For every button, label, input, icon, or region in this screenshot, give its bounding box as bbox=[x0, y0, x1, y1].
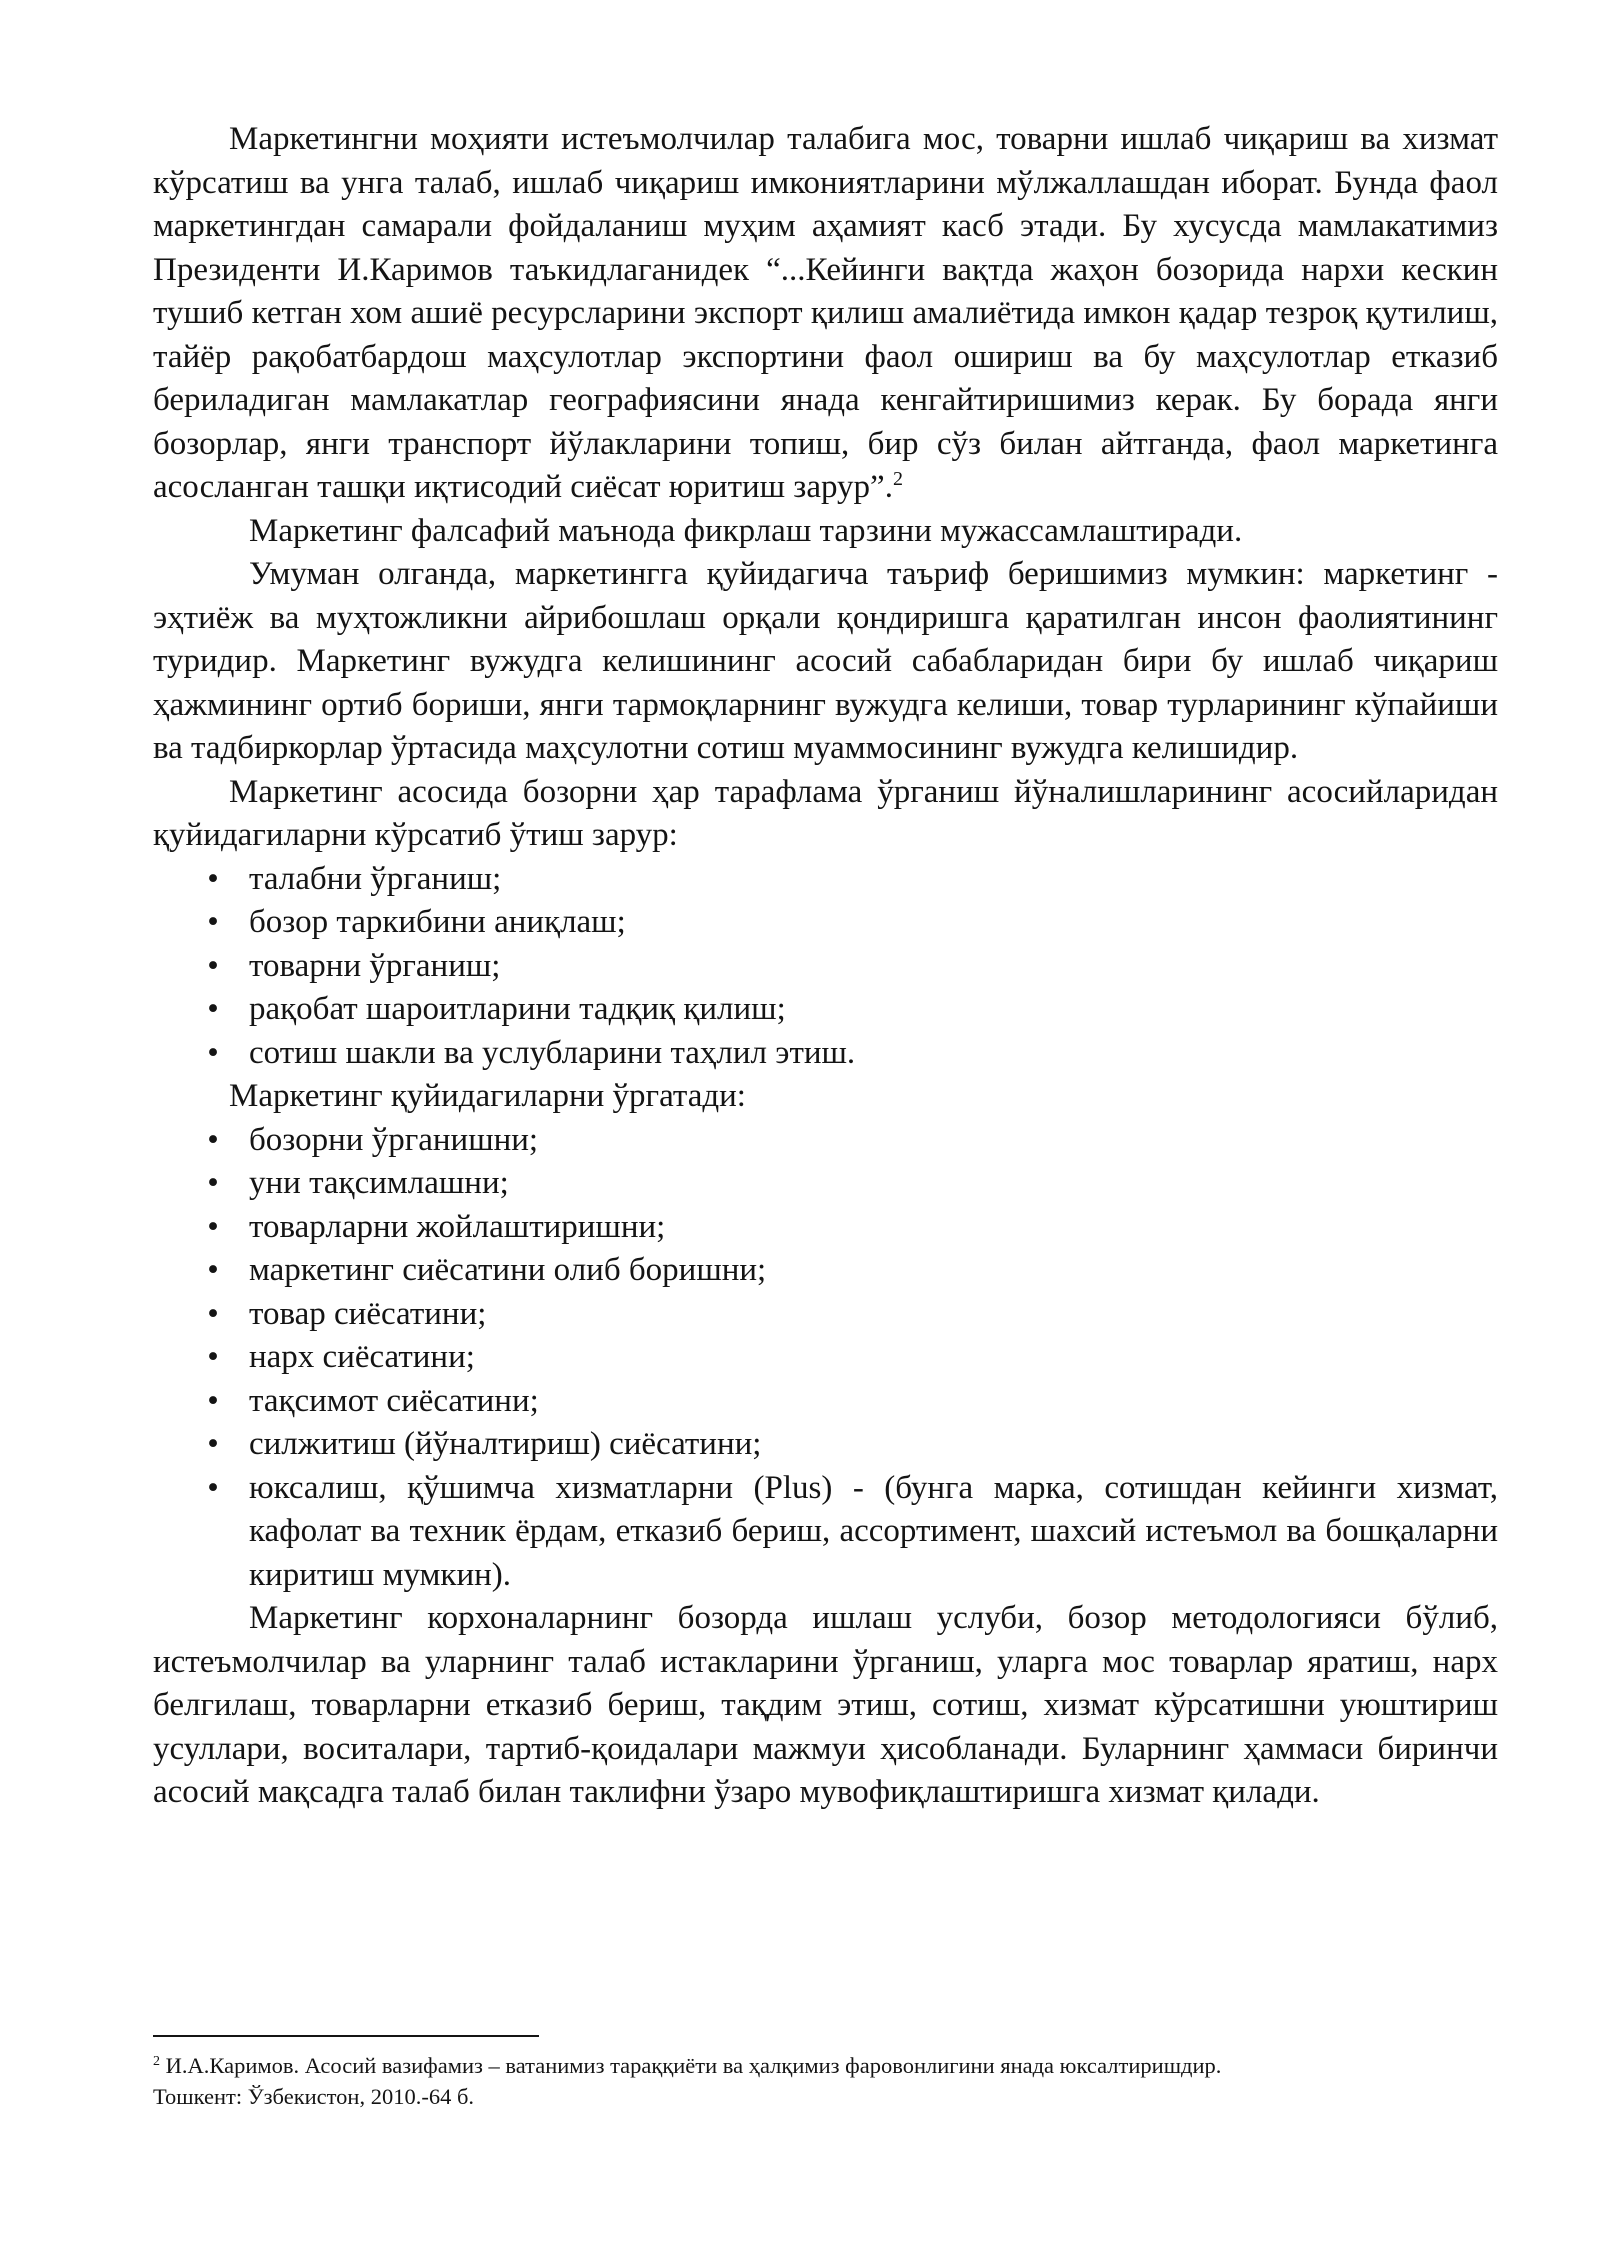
bullet-icon: • bbox=[207, 904, 219, 940]
list-item: • маркетинг сиёсатини олиб боришни; bbox=[153, 1249, 1498, 1293]
paragraph-4: Маркетинг асосида бозорни ҳар тарафлама ўрганиш йўналишларининг асосийларидан қуйидагиларни кўрсатиб ўтиш зарур: bbox=[153, 773, 1498, 853]
bullet-icon: • bbox=[207, 1252, 219, 1288]
bullet-icon: • bbox=[207, 860, 219, 897]
paragraph-6: Маркетинг корхоналарнинг бозорда ишлаш услуби, бозор методологияси бўлиб, истеъмолчилар ва уларнинг талаб истакларини ўрганиш, уларга мос товарлар яратиш, нарх белгилаш, товарларни етказиб бериш, тақдим этиш, сотиш, хизмат кўрсатишни уюштириш усуллари, воситалари, тартиб-қоидалари мажмуи ҳисобланади. Буларнинг ҳаммаси биринчи асосий мақсадга талаб билан таклифни ўзаро мувофиқлаштиришга хизмат қилади. bbox=[153, 1600, 1498, 1810]
list-item: • тақсимот сиёсатини; bbox=[153, 1380, 1498, 1424]
bullet-icon: • bbox=[207, 1295, 219, 1332]
list-item: • юксалиш, қўшимча хизматларни (Plus) - (бунга марка, сотишдан кейинги хизмат, кафолат ва техник ёрдам, етказиб бериш, ассортимент, шахсий истеъмол ва бошқаларни киритиш мумкин). bbox=[153, 1467, 1498, 1598]
paragraph-1 bbox=[153, 118, 1498, 510]
footnote-line-2: Тошкент: Ўзбекистон, 2010.-64 б. bbox=[153, 2084, 475, 2109]
footnote-number: 2 bbox=[153, 2054, 160, 2069]
paragraph-3: Умуман олганда, маркетингга қуйидагича таъриф беришимиз мумкин: маркетинг - эҳтиёж ва муҳтожликни айрибошлаш орқали қондиришга қаратилган инсон фаолиятининг туридир. Маркетинг вужудга келишининг асосий сабабларидан бири бу ишлаб чиқариш ҳажмининг ортиб бориши, янги тармоқларнинг вужудга келиши, товар турларининг кўпайиши ва тадбиркорлар ўртасида маҳсулотни сотиш муаммосининг вужудга келишидир. bbox=[153, 556, 1498, 766]
bullet-icon: • bbox=[207, 1469, 219, 1506]
bullet-icon: • bbox=[207, 1165, 219, 1201]
bullet-icon: • bbox=[207, 1121, 219, 1158]
list-item: • уни тақсимлашни; bbox=[153, 1162, 1498, 1206]
paragraph-5: Маркетинг қуйидагиларни ўргатади: bbox=[229, 1078, 746, 1114]
footnote-line-1 bbox=[153, 2050, 1498, 2081]
bullet-icon: • bbox=[207, 1339, 219, 1375]
bullet-icon: • bbox=[207, 1034, 219, 1071]
footnote bbox=[153, 2050, 1498, 2112]
bullet-icon: • bbox=[207, 947, 219, 984]
bullet-list-1 bbox=[153, 858, 1498, 1076]
list-item: • силжитиш (йўналтириш) сиёсатини; bbox=[153, 1423, 1498, 1467]
list-item: • бозор таркибини аниқлаш; bbox=[153, 901, 1498, 945]
list-item: • товар сиёсатини; bbox=[153, 1293, 1498, 1337]
bullet-icon: • bbox=[207, 1426, 219, 1462]
footnote-reference[interactable]: 2 bbox=[892, 468, 903, 490]
list-item: • товарни ўрганиш; bbox=[153, 945, 1498, 989]
paragraph-1-text: Маркетингни моҳияти истеъмолчилар талабига мос, товарни ишлаб чиқариш ва хизмат кўрсатиш ва унга талаб, ишлаб чиқариш имкониятларини мўлжаллашдан иборат. Бунда фаол маркетингдан самарали фойдаланиш муҳим аҳамият касб этади. Бу хусусда мамлакатимиз Президенти И.Каримов таъкидлаганидек “...Кейинги вақтда жаҳон бозорида нархи кескин тушиб кетган хом ашиё ресурсларини экспорт қилиш амалиётида имкон қадар тезроқ қутилиш, тайёр рақобатбардош маҳсулотлар экспортини фаол ошириш ва бу маҳсулотлар етказиб бериладиган мамлакатлар географиясини янада кенгайтиришимиз керак. Бу борада янги бозорлар, янги транспорт йўлакларини топиш, бир сўз билан айтганда, фаол маркетинга асосланган ташқи иқтисодий сиёсат юритиш зарур”. bbox=[153, 121, 1498, 505]
bullet-list-2 bbox=[153, 1119, 1498, 1598]
bullet-icon: • bbox=[207, 991, 219, 1027]
paragraph-2: Маркетинг фалсафий маънода фикрлаш тарзини мужассамлаштиради. bbox=[249, 512, 1243, 549]
list-item: • рақобат шароитларини тадқиқ қилиш; bbox=[153, 988, 1498, 1032]
bullet-icon: • bbox=[207, 1208, 219, 1245]
list-item: • бозорни ўрганишни; bbox=[153, 1119, 1498, 1163]
list-item: • талабни ўрганиш; bbox=[153, 858, 1498, 902]
list-item: • сотиш шакли ва услубларини таҳлил этиш. bbox=[153, 1032, 1498, 1076]
list-item: • товарларни жойлаштиришни; bbox=[153, 1206, 1498, 1250]
document-body bbox=[153, 118, 1498, 1815]
footnote-separator bbox=[153, 2035, 539, 2037]
list-item: • нарх сиёсатини; bbox=[153, 1336, 1498, 1380]
footnote-text: И.А.Каримов. Асосий вазифамиз – ватанимиз тараққиёти ва ҳалқимиз фаровонлигини янада юксалтиришдир. bbox=[165, 2053, 1222, 2078]
bullet-icon: • bbox=[207, 1382, 219, 1419]
